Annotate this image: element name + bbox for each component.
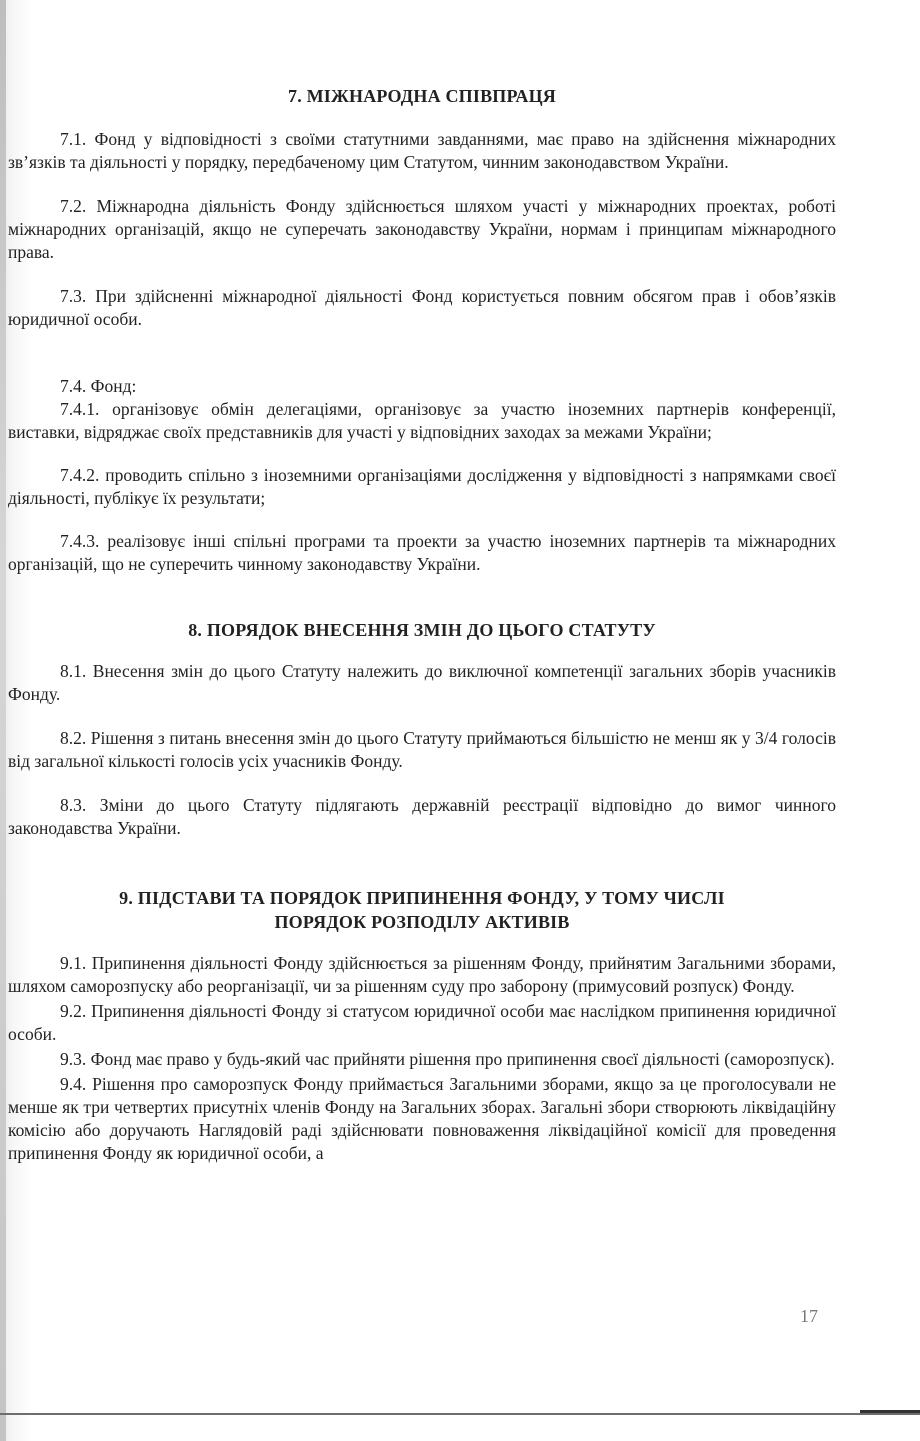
scan-artifact-line xyxy=(0,1413,920,1415)
section-9-heading xyxy=(8,886,836,934)
section-9-heading-line-1: 9. ПІДСТАВИ ТА ПОРЯДОК ПРИПИНЕННЯ ФОНДУ, У ТОМУ ЧИСЛІ xyxy=(119,888,725,908)
scan-shadow-edge xyxy=(0,0,6,1441)
paragraph-9-3: 9.3. Фонд має право у будь-який час прийняти рішення про припинення своєї діяльності (саморозпуск). xyxy=(60,1049,835,1069)
paragraph-7-3: 7.3. При здійсненні міжнародної діяльності Фонд користується повним обсягом прав і обов’язків юридичної особи. xyxy=(8,286,836,329)
paragraph-7-4-2: 7.4.2. проводить спільно з іноземними організаціями дослідження у відповідності з напрямками своєї діяльності, публікує їх результати; xyxy=(8,465,836,508)
paragraph-8-1: 8.1. Внесення змін до цього Статуту належить до виключної компетенції загальних зборів учасників Фонду. xyxy=(8,661,836,704)
paragraph-9-4: 9.4. Рішення про саморозпуск Фонду приймається Загальними зборами, якщо за це проголосували не менше як три четвертих присутніх членів Фонду на Загальних зборах. Загальні збори створюють ліквідаційну комісію або доручають Наглядовій раді здійснювати повноваження ліквідаційної комісії для проведення припинення Фонду як юридичної особи, а xyxy=(8,1074,836,1163)
paragraph-7-4-1: 7.4.1. організовує обмін делегаціями, організовує за участю іноземних партнерів конференції, виставки, відряджає своїх представників для участі у відповідних заходах за межами України; xyxy=(8,399,836,442)
document-body xyxy=(8,84,836,1167)
page-number: 17 xyxy=(800,1306,818,1326)
paragraph-7-2: 7.2. Міжнародна діяльність Фонду здійснюється шляхом участі у міжнародних проектах, роботі міжнародних організацій, якщо не суперечать законодавству України, нормам і принципам міжнародного права. xyxy=(8,196,836,262)
paragraph-7-4-3: 7.4.3. реалізовує інші спільні програми та проекти за участю іноземних партнерів та міжнародних організацій, що не суперечить чинному законодавству України. xyxy=(8,531,836,574)
section-8-heading: 8. ПОРЯДОК ВНЕСЕННЯ ЗМІН ДО ЦЬОГО СТАТУТУ xyxy=(188,620,656,640)
scan-artifact-mark xyxy=(860,1410,920,1413)
paragraph-9-1: 9.1. Припинення діяльності Фонду здійснюється за рішенням Фонду, прийнятим Загальними зборами, шляхом саморозпуску або реорганізації, чи за рішенням суду про заборону (примусовий розпуск) Фонду. xyxy=(8,953,836,996)
paragraph-7-1: 7.1. Фонд у відповідності з своїми статутними завданнями, має право на здійснення міжнародних зв’язків та діяльності у порядку, передбаченому цим Статутом, чинним законодавством України. xyxy=(8,129,836,172)
paragraph-8-2: 8.2. Рішення з питань внесення змін до цього Статуту приймаються більшістю не менш як у 3/4 голосів від загальної кількості голосів усіх учасників Фонду. xyxy=(8,728,836,771)
section-9-heading-line-2: ПОРЯДОК РОЗПОДІЛУ АКТИВІВ xyxy=(274,912,570,932)
section-7-heading: 7. МІЖНАРОДНА СПІВПРАЦЯ xyxy=(288,86,556,106)
paragraph-7-4: 7.4. Фонд: xyxy=(60,376,137,396)
paragraph-8-3: 8.3. Зміни до цього Статуту підлягають державній реєстрації відповідно до вимог чинного законодавства України. xyxy=(8,795,836,838)
paragraph-9-2: 9.2. Припинення діяльності Фонду зі статусом юридичної особи має наслідком припинення юридичної особи. xyxy=(8,1001,836,1044)
